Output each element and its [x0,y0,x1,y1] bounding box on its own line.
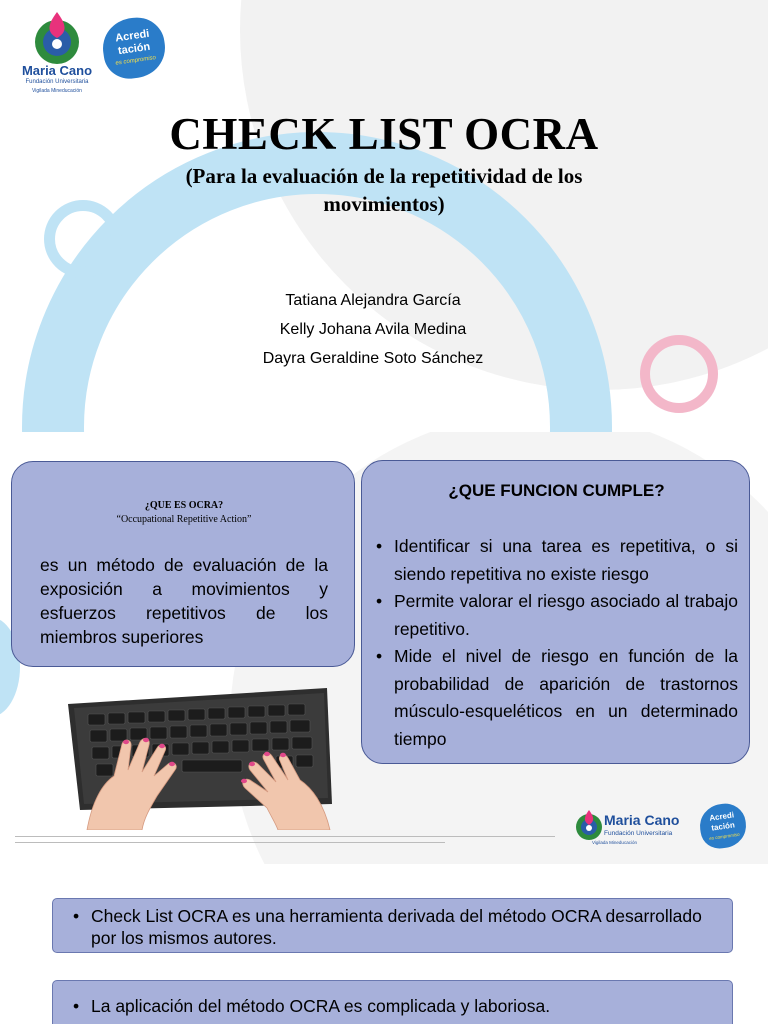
logo-subtitle-small: Fundación Universitaria [604,830,673,837]
intro-box-2 [52,980,733,1024]
author-3: Dayra Geraldine Soto Sánchez [262,350,484,367]
badge-small-text-1: Acredi [708,810,735,823]
function-heading: ¿QUE FUNCION CUMPLE? [448,481,665,500]
subtitle-line-2: movimientos) [323,192,445,216]
intro-box-1 [52,898,733,953]
maria-cano-logo-mark-icon [18,8,96,68]
logo-subtitle: Fundación Universitaria [25,79,89,85]
intro-list-2 [73,995,713,1017]
maria-cano-logo-mark-small-icon [572,808,606,842]
logo-vigilada: Vigilada Mineducación [32,88,82,94]
function-list [376,533,738,753]
function-box [361,460,750,764]
page-title: CHECK LIST OCRA [169,109,599,159]
ocra-acronym: “Occupational Repetitive Action” [116,514,252,525]
intro-list-1 [73,905,713,949]
intro-item-1: • Check List OCRA es una herramienta derivada del método OCRA desarrollado por los mismos autores. [73,905,713,949]
function-item-3: • Mide el nivel de riesgo en función de la probabilidad de aparición de trastornos músculo-esqueléticos en un determinado tiempo [376,643,738,753]
intro-item-2: • La aplicación del método OCRA es complicada y laboriosa. [73,995,713,1017]
divider-line [15,836,555,837]
ocra-definition-box [11,461,355,667]
function-item-1: • Identificar si una tarea es repetitiva, o si siendo repetitiva no existe riesgo [376,533,738,588]
ocra-definition-text: es un método de evaluación de la exposición a movimientos y esfuerzos repetitivos de los miembros superiores [40,555,328,647]
badge-small-text-3: es compromiso [708,831,740,841]
logo-name: Maria Cano [21,63,93,78]
badge-text-3: es compromiso [115,55,157,67]
badge-text-2: tación [117,40,152,58]
author-2: Kelly Johana Avila Medina [279,321,467,338]
badge-text-1: Acredi [114,27,151,45]
logo-name-small: Maria Cano [604,812,680,828]
slide-checklist-intro [0,864,768,1024]
logo-vigilada-small: Vigilada Mineducación [592,840,637,845]
ocra-heading: ¿QUE ES OCRA? [144,500,224,511]
maria-cano-logo [18,8,96,98]
acreditacion-badge [99,14,169,82]
slide-ocra-info [0,432,768,864]
function-item-2: • Permite valorar el riesgo asociado al trabajo repetitivo. [376,588,738,643]
slide-title [0,0,768,432]
maria-cano-logo-small [572,806,692,852]
author-1: Tatiana Alejandra García [285,292,461,309]
pink-ring [640,335,718,413]
subtitle-line-1: (Para la evaluación de la repetitividad de los [185,164,583,188]
badge-small-text-2: tación [710,820,736,833]
divider-line-2 [15,842,445,843]
keyboard-hands-image [62,684,333,830]
